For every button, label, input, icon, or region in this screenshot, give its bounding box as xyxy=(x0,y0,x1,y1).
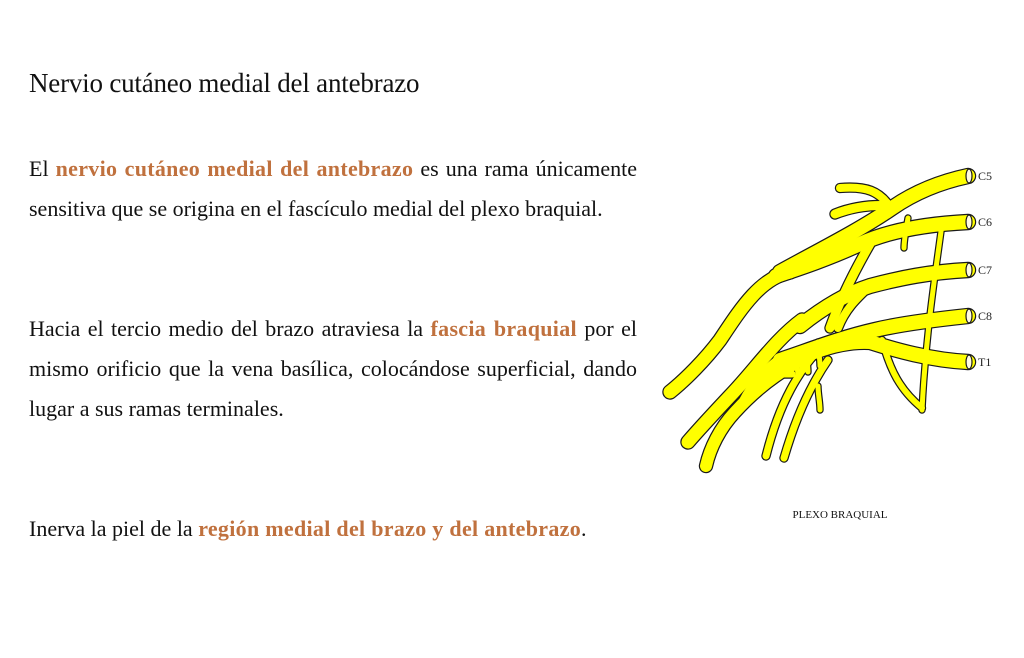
root-label-c6: C6 xyxy=(978,215,993,229)
highlight-term-nervio[interactable]: nervio cutáneo medial del antebrazo xyxy=(55,156,414,181)
paragraph-text: El xyxy=(29,156,56,181)
root-end-cap xyxy=(966,169,972,183)
page-title: Nervio cutáneo medial del antebrazo xyxy=(29,68,420,98)
root-label-t1: T1 xyxy=(978,355,992,369)
root-end-cap xyxy=(966,355,972,369)
brachial-plexus-illustration xyxy=(660,160,1000,490)
nerve-twig-2 xyxy=(818,342,820,366)
paragraph-text: es una rama únicamente sensitiva que se origina en el fascículo medial del plexo braquial. xyxy=(29,156,637,221)
highlight-term-region[interactable]: región medial del brazo y del antebrazo xyxy=(198,516,582,541)
paragraph-course xyxy=(29,309,637,429)
paragraph-text: Inerva la piel de la xyxy=(29,516,199,541)
nerve-twig-4 xyxy=(796,356,798,376)
figure-caption: PLEXO BRAQUIAL xyxy=(792,509,888,521)
root-end-cap xyxy=(966,309,972,323)
paragraph-innervation xyxy=(29,509,637,549)
nerve-twig-5 xyxy=(818,386,820,410)
paragraph-text: por el mismo orificio que la vena basílica, colocándose superficial, dando lugar a sus ramas terminales. xyxy=(29,316,637,421)
paragraph-text: . xyxy=(581,516,587,541)
highlight-term-fascia[interactable]: fascia braquial xyxy=(430,316,577,341)
paragraph-text: Hacia el tercio medio del brazo atraviesa la xyxy=(29,316,431,341)
root-label-c7: C7 xyxy=(978,263,993,277)
paragraph-origin xyxy=(29,149,637,229)
nerve-paths xyxy=(670,169,972,466)
root-labels xyxy=(978,169,992,369)
brachial-plexus-diagram xyxy=(660,160,1000,490)
root-end-cap xyxy=(966,263,972,277)
root-label-c5: C5 xyxy=(978,169,993,183)
nerve-cord-posterior xyxy=(688,320,802,442)
root-end-cap xyxy=(966,215,972,229)
root-label-c8: C8 xyxy=(978,309,993,323)
nerve-twig-3 xyxy=(806,348,808,372)
